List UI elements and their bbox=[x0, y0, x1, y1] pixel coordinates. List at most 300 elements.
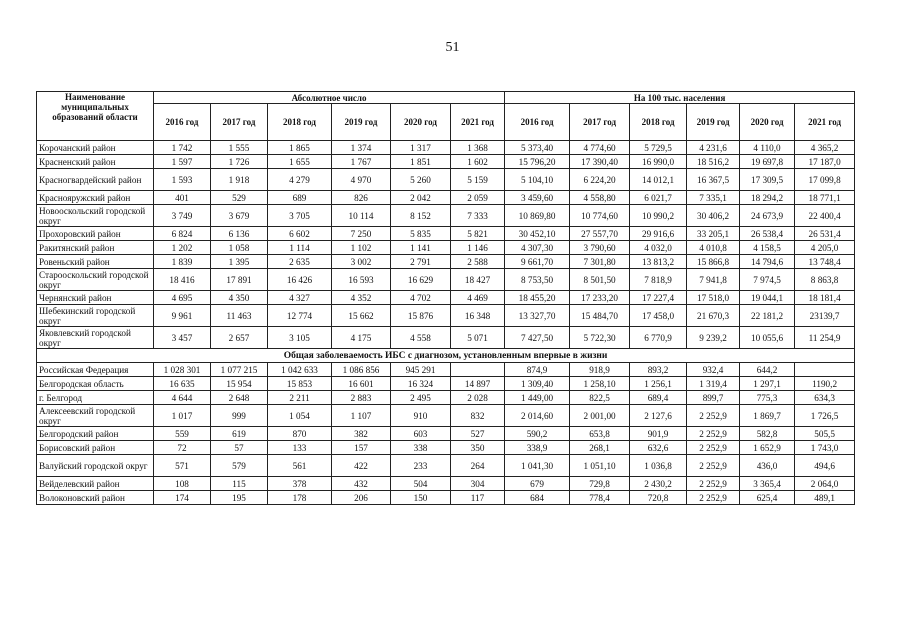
value-cell: 644,2 bbox=[740, 363, 795, 377]
value-cell: 15 484,70 bbox=[570, 305, 630, 327]
value-cell: 30 406,2 bbox=[687, 205, 740, 227]
value-cell: 684 bbox=[505, 491, 570, 505]
value-cell: 18 416 bbox=[154, 269, 211, 291]
header-absolute: Абсолютное число bbox=[154, 92, 505, 104]
year-header: 2021 год bbox=[795, 104, 855, 141]
row-name: Российская Федерация bbox=[37, 363, 154, 377]
value-cell: 10 990,2 bbox=[630, 205, 687, 227]
value-cell: 2 883 bbox=[332, 391, 391, 405]
value-cell: 22 181,2 bbox=[740, 305, 795, 327]
value-cell bbox=[795, 363, 855, 377]
value-cell: 18 771,1 bbox=[795, 191, 855, 205]
table-row bbox=[37, 363, 855, 377]
value-cell: 2 252,9 bbox=[687, 491, 740, 505]
value-cell: 11 254,9 bbox=[795, 327, 855, 349]
table-row bbox=[37, 391, 855, 405]
value-cell: 9 961 bbox=[154, 305, 211, 327]
value-cell: 10 055,6 bbox=[740, 327, 795, 349]
value-cell: 4 558 bbox=[391, 327, 451, 349]
value-cell: 2 001,00 bbox=[570, 405, 630, 427]
row-name: Старооскольский городской округ bbox=[37, 269, 154, 291]
table-row bbox=[37, 291, 855, 305]
value-cell: 4 279 bbox=[268, 169, 332, 191]
value-cell: 8 501,50 bbox=[570, 269, 630, 291]
value-cell: 1 202 bbox=[154, 241, 211, 255]
value-cell: 338,9 bbox=[505, 441, 570, 455]
table-row bbox=[37, 227, 855, 241]
value-cell: 932,4 bbox=[687, 363, 740, 377]
value-cell: 33 205,1 bbox=[687, 227, 740, 241]
value-cell: 10 774,60 bbox=[570, 205, 630, 227]
value-cell: 1 652,9 bbox=[740, 441, 795, 455]
value-cell: 6 021,7 bbox=[630, 191, 687, 205]
value-cell: 634,3 bbox=[795, 391, 855, 405]
value-cell: 16 601 bbox=[332, 377, 391, 391]
value-cell: 632,6 bbox=[630, 441, 687, 455]
value-cell: 7 974,5 bbox=[740, 269, 795, 291]
value-cell: 23139,7 bbox=[795, 305, 855, 327]
value-cell: 15 662 bbox=[332, 305, 391, 327]
value-cell: 401 bbox=[154, 191, 211, 205]
value-cell: 178 bbox=[268, 491, 332, 505]
value-cell: 233 bbox=[391, 455, 451, 477]
value-cell: 3 365,4 bbox=[740, 477, 795, 491]
section-body bbox=[37, 349, 855, 363]
value-cell: 775,3 bbox=[740, 391, 795, 405]
year-header: 2016 год bbox=[505, 104, 570, 141]
value-cell: 1 767 bbox=[332, 155, 391, 169]
table-row bbox=[37, 327, 855, 349]
value-cell: 19 697,8 bbox=[740, 155, 795, 169]
value-cell: 4 644 bbox=[154, 391, 211, 405]
value-cell: 832 bbox=[451, 405, 505, 427]
value-cell: 3 459,60 bbox=[505, 191, 570, 205]
value-cell: 1 258,10 bbox=[570, 377, 630, 391]
value-cell: 1 597 bbox=[154, 155, 211, 169]
year-header: 2018 год bbox=[268, 104, 332, 141]
value-cell: 15 796,20 bbox=[505, 155, 570, 169]
table-row bbox=[37, 455, 855, 477]
value-cell: 9 239,2 bbox=[687, 327, 740, 349]
value-cell: 1 851 bbox=[391, 155, 451, 169]
value-cell: 21 670,3 bbox=[687, 305, 740, 327]
table-row bbox=[37, 255, 855, 269]
value-cell: 3 457 bbox=[154, 327, 211, 349]
statistics-table bbox=[36, 91, 855, 505]
value-cell: 7 427,50 bbox=[505, 327, 570, 349]
row-name: Алексеевский городской округ bbox=[37, 405, 154, 427]
value-cell: 19 044,1 bbox=[740, 291, 795, 305]
value-cell: 264 bbox=[451, 455, 505, 477]
value-cell: 4 774,60 bbox=[570, 141, 630, 155]
value-cell: 4 469 bbox=[451, 291, 505, 305]
table-row bbox=[37, 305, 855, 327]
value-cell: 1 918 bbox=[211, 169, 268, 191]
value-cell: 5 729,5 bbox=[630, 141, 687, 155]
value-cell: 1190,2 bbox=[795, 377, 855, 391]
row-name: Красногвардейский район bbox=[37, 169, 154, 191]
value-cell: 15 866,8 bbox=[687, 255, 740, 269]
value-cell: 12 774 bbox=[268, 305, 332, 327]
table-row bbox=[37, 441, 855, 455]
value-cell: 1 395 bbox=[211, 255, 268, 269]
value-cell: 1 449,00 bbox=[505, 391, 570, 405]
value-cell: 17 099,8 bbox=[795, 169, 855, 191]
section-title: Общая заболеваемость ИБС с диагнозом, установленным впервые в жизни bbox=[37, 349, 855, 363]
value-cell: 2 588 bbox=[451, 255, 505, 269]
value-cell: 5 821 bbox=[451, 227, 505, 241]
value-cell: 157 bbox=[332, 441, 391, 455]
table-row bbox=[37, 405, 855, 427]
value-cell: 195 bbox=[211, 491, 268, 505]
value-cell: 18 181,4 bbox=[795, 291, 855, 305]
value-cell: 16 635 bbox=[154, 377, 211, 391]
value-cell: 1 655 bbox=[268, 155, 332, 169]
header-name: Наименование муниципальных образований области bbox=[37, 92, 154, 141]
year-header: 2020 год bbox=[740, 104, 795, 141]
value-cell: 2 014,60 bbox=[505, 405, 570, 427]
value-cell: 4 307,30 bbox=[505, 241, 570, 255]
year-header: 2021 год bbox=[451, 104, 505, 141]
row-name: Краснояружский район bbox=[37, 191, 154, 205]
table-row bbox=[37, 155, 855, 169]
header-row-groups bbox=[37, 92, 855, 104]
value-cell: 1 028 301 bbox=[154, 363, 211, 377]
value-cell: 14 012,1 bbox=[630, 169, 687, 191]
value-cell: 26 538,4 bbox=[740, 227, 795, 241]
value-cell: 117 bbox=[451, 491, 505, 505]
value-cell: 17 187,0 bbox=[795, 155, 855, 169]
value-cell: 2 064,0 bbox=[795, 477, 855, 491]
value-cell: 3 749 bbox=[154, 205, 211, 227]
table-row bbox=[37, 477, 855, 491]
value-cell: 1 297,1 bbox=[740, 377, 795, 391]
year-header: 2019 год bbox=[332, 104, 391, 141]
value-cell: 29 916,6 bbox=[630, 227, 687, 241]
row-name: Вейделевский район bbox=[37, 477, 154, 491]
header-row-years bbox=[37, 104, 855, 141]
value-cell: 7 333 bbox=[451, 205, 505, 227]
value-cell: 4 695 bbox=[154, 291, 211, 305]
value-cell: 5 260 bbox=[391, 169, 451, 191]
row-name: Прохоровский район bbox=[37, 227, 154, 241]
value-cell: 2 635 bbox=[268, 255, 332, 269]
value-cell: 899,7 bbox=[687, 391, 740, 405]
value-cell: 18 427 bbox=[451, 269, 505, 291]
table-row bbox=[37, 491, 855, 505]
value-cell: 4 110,0 bbox=[740, 141, 795, 155]
value-cell: 5 159 bbox=[451, 169, 505, 191]
value-cell: 6 136 bbox=[211, 227, 268, 241]
row-name: Яковлевский городской округ bbox=[37, 327, 154, 349]
value-cell: 999 bbox=[211, 405, 268, 427]
value-cell bbox=[451, 363, 505, 377]
value-cell: 5 722,30 bbox=[570, 327, 630, 349]
value-cell: 619 bbox=[211, 427, 268, 441]
value-cell: 720,8 bbox=[630, 491, 687, 505]
value-cell: 689 bbox=[268, 191, 332, 205]
value-cell: 870 bbox=[268, 427, 332, 441]
row-name: Корочанский район bbox=[37, 141, 154, 155]
value-cell: 1 374 bbox=[332, 141, 391, 155]
value-cell: 24 673,9 bbox=[740, 205, 795, 227]
value-cell: 571 bbox=[154, 455, 211, 477]
value-cell: 1 051,10 bbox=[570, 455, 630, 477]
value-cell: 7 250 bbox=[332, 227, 391, 241]
value-cell: 1 865 bbox=[268, 141, 332, 155]
value-cell: 778,4 bbox=[570, 491, 630, 505]
value-cell: 10 869,80 bbox=[505, 205, 570, 227]
value-cell: 17 891 bbox=[211, 269, 268, 291]
value-cell: 945 291 bbox=[391, 363, 451, 377]
value-cell: 15 954 bbox=[211, 377, 268, 391]
value-cell: 4 365,2 bbox=[795, 141, 855, 155]
value-cell: 13 813,2 bbox=[630, 255, 687, 269]
value-cell: 115 bbox=[211, 477, 268, 491]
value-cell: 304 bbox=[451, 477, 505, 491]
value-cell: 1 256,1 bbox=[630, 377, 687, 391]
table-row bbox=[37, 427, 855, 441]
value-cell: 1 869,7 bbox=[740, 405, 795, 427]
value-cell: 8 753,50 bbox=[505, 269, 570, 291]
value-cell: 1 054 bbox=[268, 405, 332, 427]
value-cell: 268,1 bbox=[570, 441, 630, 455]
value-cell: 826 bbox=[332, 191, 391, 205]
row-name: г. Белгород bbox=[37, 391, 154, 405]
year-header: 2018 год bbox=[630, 104, 687, 141]
row-name: Борисовский район bbox=[37, 441, 154, 455]
value-cell: 729,8 bbox=[570, 477, 630, 491]
value-cell: 1 114 bbox=[268, 241, 332, 255]
value-cell: 350 bbox=[451, 441, 505, 455]
value-cell: 1 017 bbox=[154, 405, 211, 427]
value-cell: 17 309,5 bbox=[740, 169, 795, 191]
value-cell: 26 531,4 bbox=[795, 227, 855, 241]
value-cell: 378 bbox=[268, 477, 332, 491]
value-cell: 422 bbox=[332, 455, 391, 477]
row-name: Чернянский район bbox=[37, 291, 154, 305]
value-cell: 1 086 856 bbox=[332, 363, 391, 377]
value-cell: 338 bbox=[391, 441, 451, 455]
value-cell: 18 455,20 bbox=[505, 291, 570, 305]
value-cell: 1 743,0 bbox=[795, 441, 855, 455]
value-cell: 901,9 bbox=[630, 427, 687, 441]
value-cell: 527 bbox=[451, 427, 505, 441]
year-header: 2019 год bbox=[687, 104, 740, 141]
value-cell: 561 bbox=[268, 455, 332, 477]
value-cell: 16 348 bbox=[451, 305, 505, 327]
value-cell: 7 941,8 bbox=[687, 269, 740, 291]
value-cell: 2 657 bbox=[211, 327, 268, 349]
value-cell: 17 458,0 bbox=[630, 305, 687, 327]
row-name: Волоконовский район bbox=[37, 491, 154, 505]
value-cell: 16 629 bbox=[391, 269, 451, 291]
value-cell: 6 770,9 bbox=[630, 327, 687, 349]
value-cell: 8 152 bbox=[391, 205, 451, 227]
value-cell: 2 127,6 bbox=[630, 405, 687, 427]
table-body-top bbox=[37, 141, 855, 349]
value-cell: 22 400,4 bbox=[795, 205, 855, 227]
value-cell: 910 bbox=[391, 405, 451, 427]
year-header: 2020 год bbox=[391, 104, 451, 141]
value-cell: 2 211 bbox=[268, 391, 332, 405]
value-cell: 27 557,70 bbox=[570, 227, 630, 241]
value-cell: 11 463 bbox=[211, 305, 268, 327]
year-header: 2016 год bbox=[154, 104, 211, 141]
value-cell: 2 252,9 bbox=[687, 427, 740, 441]
value-cell: 4 327 bbox=[268, 291, 332, 305]
value-cell: 653,8 bbox=[570, 427, 630, 441]
value-cell: 436,0 bbox=[740, 455, 795, 477]
value-cell: 4 970 bbox=[332, 169, 391, 191]
value-cell: 1 077 215 bbox=[211, 363, 268, 377]
value-cell: 3 002 bbox=[332, 255, 391, 269]
value-cell: 2 059 bbox=[451, 191, 505, 205]
value-cell: 1 602 bbox=[451, 155, 505, 169]
row-name: Белгородская область bbox=[37, 377, 154, 391]
value-cell: 133 bbox=[268, 441, 332, 455]
value-cell: 1 555 bbox=[211, 141, 268, 155]
value-cell: 4 010,8 bbox=[687, 241, 740, 255]
page-number: 51 bbox=[445, 40, 460, 55]
value-cell: 893,2 bbox=[630, 363, 687, 377]
value-cell: 6 224,20 bbox=[570, 169, 630, 191]
value-cell: 57 bbox=[211, 441, 268, 455]
value-cell: 5 835 bbox=[391, 227, 451, 241]
value-cell: 8 863,8 bbox=[795, 269, 855, 291]
value-cell: 5 373,40 bbox=[505, 141, 570, 155]
value-cell: 3 705 bbox=[268, 205, 332, 227]
year-header: 2017 год bbox=[570, 104, 630, 141]
value-cell: 1 058 bbox=[211, 241, 268, 255]
table-row bbox=[37, 205, 855, 227]
value-cell: 679 bbox=[505, 477, 570, 491]
row-name: Ракитянский район bbox=[37, 241, 154, 255]
value-cell: 1 102 bbox=[332, 241, 391, 255]
value-cell: 559 bbox=[154, 427, 211, 441]
value-cell: 4 352 bbox=[332, 291, 391, 305]
value-cell: 2 495 bbox=[391, 391, 451, 405]
value-cell: 16 990,0 bbox=[630, 155, 687, 169]
table-row bbox=[37, 269, 855, 291]
value-cell: 494,6 bbox=[795, 455, 855, 477]
value-cell: 489,1 bbox=[795, 491, 855, 505]
value-cell: 3 790,60 bbox=[570, 241, 630, 255]
row-name: Новооскольский городской округ bbox=[37, 205, 154, 227]
value-cell: 150 bbox=[391, 491, 451, 505]
value-cell: 1 146 bbox=[451, 241, 505, 255]
value-cell: 2 252,9 bbox=[687, 441, 740, 455]
table-body-bottom bbox=[37, 363, 855, 505]
table-row bbox=[37, 141, 855, 155]
value-cell: 16 367,5 bbox=[687, 169, 740, 191]
value-cell: 3 679 bbox=[211, 205, 268, 227]
value-cell: 4 231,6 bbox=[687, 141, 740, 155]
value-cell: 504 bbox=[391, 477, 451, 491]
value-cell: 17 518,0 bbox=[687, 291, 740, 305]
row-name: Валуйский городской округ bbox=[37, 455, 154, 477]
value-cell: 874,9 bbox=[505, 363, 570, 377]
value-cell: 4 702 bbox=[391, 291, 451, 305]
value-cell: 206 bbox=[332, 491, 391, 505]
value-cell: 625,4 bbox=[740, 491, 795, 505]
value-cell: 822,5 bbox=[570, 391, 630, 405]
value-cell: 9 661,70 bbox=[505, 255, 570, 269]
value-cell: 4 350 bbox=[211, 291, 268, 305]
value-cell: 6 602 bbox=[268, 227, 332, 241]
value-cell: 505,5 bbox=[795, 427, 855, 441]
value-cell: 3 105 bbox=[268, 327, 332, 349]
value-cell: 4 158,5 bbox=[740, 241, 795, 255]
year-header: 2017 год bbox=[211, 104, 268, 141]
value-cell: 17 233,20 bbox=[570, 291, 630, 305]
value-cell: 18 516,2 bbox=[687, 155, 740, 169]
value-cell: 1 593 bbox=[154, 169, 211, 191]
value-cell: 5 071 bbox=[451, 327, 505, 349]
value-cell: 1 036,8 bbox=[630, 455, 687, 477]
value-cell: 1 141 bbox=[391, 241, 451, 255]
value-cell: 2 042 bbox=[391, 191, 451, 205]
row-name: Белгородский район bbox=[37, 427, 154, 441]
value-cell: 18 294,2 bbox=[740, 191, 795, 205]
value-cell: 1 042 633 bbox=[268, 363, 332, 377]
table-row bbox=[37, 377, 855, 391]
value-cell: 174 bbox=[154, 491, 211, 505]
value-cell: 16 593 bbox=[332, 269, 391, 291]
value-cell: 2 252,9 bbox=[687, 455, 740, 477]
value-cell: 4 032,0 bbox=[630, 241, 687, 255]
header-per100k: На 100 тыс. населения bbox=[505, 92, 855, 104]
value-cell: 2 252,9 bbox=[687, 405, 740, 427]
table-row bbox=[37, 169, 855, 191]
value-cell: 5 104,10 bbox=[505, 169, 570, 191]
value-cell: 432 bbox=[332, 477, 391, 491]
value-cell: 16 324 bbox=[391, 377, 451, 391]
value-cell: 13 327,70 bbox=[505, 305, 570, 327]
value-cell: 579 bbox=[211, 455, 268, 477]
value-cell: 108 bbox=[154, 477, 211, 491]
table-row bbox=[37, 191, 855, 205]
value-cell: 16 426 bbox=[268, 269, 332, 291]
value-cell: 4 175 bbox=[332, 327, 391, 349]
table-row bbox=[37, 241, 855, 255]
value-cell: 7 301,80 bbox=[570, 255, 630, 269]
value-cell: 1 726,5 bbox=[795, 405, 855, 427]
value-cell: 1 107 bbox=[332, 405, 391, 427]
value-cell: 17 227,4 bbox=[630, 291, 687, 305]
value-cell: 6 824 bbox=[154, 227, 211, 241]
value-cell: 1 839 bbox=[154, 255, 211, 269]
value-cell: 15 853 bbox=[268, 377, 332, 391]
value-cell: 72 bbox=[154, 441, 211, 455]
value-cell: 13 748,4 bbox=[795, 255, 855, 269]
value-cell: 689,4 bbox=[630, 391, 687, 405]
value-cell: 1 041,30 bbox=[505, 455, 570, 477]
row-name: Шебекинский городской округ bbox=[37, 305, 154, 327]
value-cell: 1 742 bbox=[154, 141, 211, 155]
value-cell: 918,9 bbox=[570, 363, 630, 377]
value-cell: 1 309,40 bbox=[505, 377, 570, 391]
value-cell: 10 114 bbox=[332, 205, 391, 227]
value-cell: 14 794,6 bbox=[740, 255, 795, 269]
section-row bbox=[37, 349, 855, 363]
value-cell: 2 648 bbox=[211, 391, 268, 405]
value-cell: 382 bbox=[332, 427, 391, 441]
value-cell: 30 452,10 bbox=[505, 227, 570, 241]
value-cell: 529 bbox=[211, 191, 268, 205]
value-cell: 4 205,0 bbox=[795, 241, 855, 255]
value-cell: 4 558,80 bbox=[570, 191, 630, 205]
